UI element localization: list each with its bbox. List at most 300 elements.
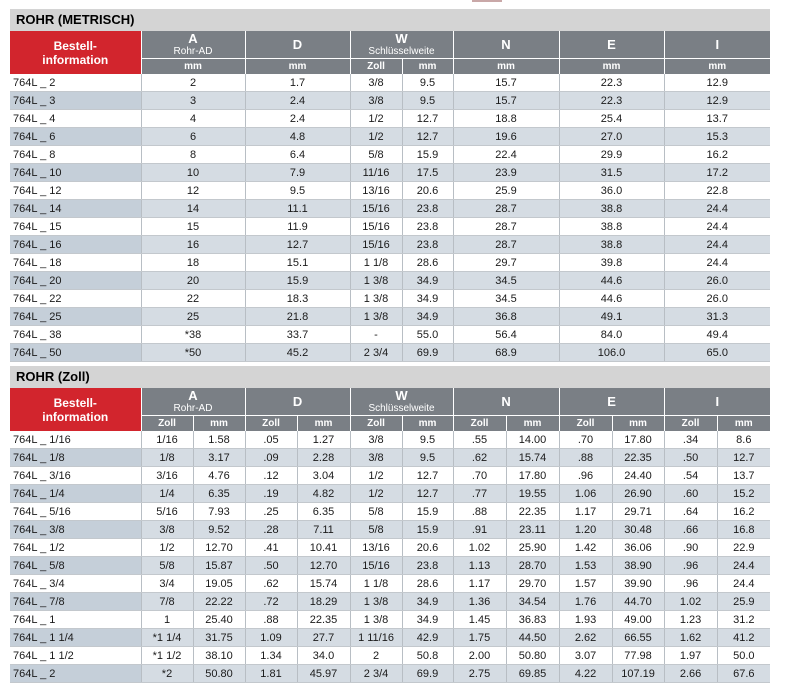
value-cell: 3/4 [141, 575, 193, 593]
table-row [10, 254, 770, 272]
order-code-cell: 764L _ 1 1/4 [10, 629, 141, 647]
value-cell: .72 [245, 593, 297, 611]
value-cell: 1/4 [141, 485, 193, 503]
table-row [10, 74, 770, 92]
value-cell: 106.0 [559, 344, 664, 362]
value-cell: 2.66 [664, 665, 717, 683]
value-cell: 34.9 [402, 611, 453, 629]
order-code-cell: 764L _ 15 [10, 218, 141, 236]
value-cell: 20.6 [402, 539, 453, 557]
value-cell: .55 [453, 431, 506, 449]
value-cell: 34.9 [402, 290, 453, 308]
value-cell: 24.4 [664, 218, 770, 236]
value-cell: 5/8 [350, 503, 402, 521]
value-cell: 15.9 [402, 146, 453, 164]
order-code-cell: 764L _ 3/4 [10, 575, 141, 593]
value-cell: 13.7 [717, 467, 770, 485]
value-cell: 15 [141, 218, 245, 236]
value-cell: 38.8 [559, 236, 664, 254]
value-cell: 2 3/4 [350, 344, 402, 362]
value-cell: 27.0 [559, 128, 664, 146]
value-cell: 2 [141, 74, 245, 92]
table-row [10, 290, 770, 308]
unit-header: Zoll [245, 416, 297, 432]
value-cell: 15.87 [193, 557, 245, 575]
value-cell: 24.4 [664, 200, 770, 218]
value-cell: 3.07 [559, 647, 612, 665]
order-code-cell: 764L _ 16 [10, 236, 141, 254]
table-row [10, 665, 770, 683]
value-cell: 23.8 [402, 557, 453, 575]
value-cell: 28.6 [402, 575, 453, 593]
value-cell: 23.9 [453, 164, 559, 182]
value-cell: 24.4 [717, 557, 770, 575]
value-cell: 3/8 [141, 521, 193, 539]
value-cell: 5/8 [350, 146, 402, 164]
order-code-cell: 764L _ 18 [10, 254, 141, 272]
table-row [10, 272, 770, 290]
value-cell: 28.7 [453, 236, 559, 254]
value-cell: *1 1/2 [141, 647, 193, 665]
value-cell: .70 [559, 431, 612, 449]
table-row [10, 575, 770, 593]
unit-header: mm [506, 416, 559, 432]
value-cell: 1 11/16 [350, 629, 402, 647]
unit-header: Zoll [350, 416, 402, 432]
value-cell: 1.93 [559, 611, 612, 629]
value-cell: 7/8 [141, 593, 193, 611]
value-cell: .64 [664, 503, 717, 521]
section-title-inch: ROHR (Zoll) [10, 366, 770, 388]
table-row [10, 344, 770, 362]
value-cell: 1/2 [350, 128, 402, 146]
value-cell: 1.34 [245, 647, 297, 665]
value-cell: 9.52 [193, 521, 245, 539]
order-code-cell: 764L _ 4 [10, 110, 141, 128]
value-cell: 49.1 [559, 308, 664, 326]
value-cell: 12.9 [664, 74, 770, 92]
value-cell: .88 [245, 611, 297, 629]
value-cell: 15/16 [350, 200, 402, 218]
value-cell: *38 [141, 326, 245, 344]
unit-w-inch: Zoll [350, 59, 402, 75]
value-cell: .62 [245, 575, 297, 593]
value-cell: .28 [245, 521, 297, 539]
value-cell: 4.22 [559, 665, 612, 683]
value-cell: 1 3/8 [350, 290, 402, 308]
value-cell: 22.22 [193, 593, 245, 611]
unit-header: mm [717, 416, 770, 432]
value-cell: 15.2 [717, 485, 770, 503]
value-cell: 29.71 [612, 503, 664, 521]
value-cell: 44.50 [506, 629, 559, 647]
value-cell: 31.3 [664, 308, 770, 326]
order-code-cell: 764L _ 1 1/2 [10, 647, 141, 665]
value-cell: 3/8 [350, 92, 402, 110]
value-cell: 9.5 [245, 182, 350, 200]
value-cell: 66.55 [612, 629, 664, 647]
value-cell: 12.7 [245, 236, 350, 254]
value-cell: 19.05 [193, 575, 245, 593]
value-cell: 12.7 [402, 485, 453, 503]
unit-header: mm [612, 416, 664, 432]
value-cell: 24.40 [612, 467, 664, 485]
col-d-header: D [245, 31, 350, 59]
order-code-cell: 764L _ 5/16 [10, 503, 141, 521]
value-cell: 44.70 [612, 593, 664, 611]
value-cell: .96 [664, 557, 717, 575]
value-cell: 36.83 [506, 611, 559, 629]
value-cell: 36.06 [612, 539, 664, 557]
value-cell: 69.9 [402, 344, 453, 362]
value-cell: 3/8 [350, 449, 402, 467]
order-code-cell: 764L _ 1 [10, 611, 141, 629]
unit-n: mm [453, 59, 559, 75]
value-cell: 1 3/8 [350, 593, 402, 611]
value-cell: 8.6 [717, 431, 770, 449]
value-cell: 2.00 [453, 647, 506, 665]
order-code-cell: 764L _ 22 [10, 290, 141, 308]
value-cell: 17.5 [402, 164, 453, 182]
value-cell: 34.54 [506, 593, 559, 611]
value-cell: 12.7 [402, 128, 453, 146]
unit-header: Zoll [141, 416, 193, 432]
value-cell: 55.0 [402, 326, 453, 344]
unit-d: mm [245, 59, 350, 75]
value-cell: 15.1 [245, 254, 350, 272]
value-cell: 22.3 [559, 74, 664, 92]
value-cell: 22.8 [664, 182, 770, 200]
value-cell: 13/16 [350, 539, 402, 557]
value-cell: 30.48 [612, 521, 664, 539]
value-cell: 17.80 [506, 467, 559, 485]
value-cell: 13.7 [664, 110, 770, 128]
value-cell: .05 [245, 431, 297, 449]
value-cell: 4.8 [245, 128, 350, 146]
value-cell: .09 [245, 449, 297, 467]
col-n-header: N [453, 388, 559, 416]
value-cell: 11.1 [245, 200, 350, 218]
col-i-header: I [664, 31, 770, 59]
value-cell: 28.70 [506, 557, 559, 575]
value-cell: 68.9 [453, 344, 559, 362]
value-cell: .91 [453, 521, 506, 539]
unit-i: mm [664, 59, 770, 75]
value-cell: 22.35 [612, 449, 664, 467]
value-cell: 16 [141, 236, 245, 254]
value-cell: 49.4 [664, 326, 770, 344]
value-cell: 2 [350, 647, 402, 665]
value-cell: 22.9 [717, 539, 770, 557]
value-cell: 8 [141, 146, 245, 164]
table-row [10, 431, 770, 449]
value-cell: 20 [141, 272, 245, 290]
value-cell: .41 [245, 539, 297, 557]
table-row [10, 521, 770, 539]
value-cell: 69.9 [402, 665, 453, 683]
value-cell: 23.11 [506, 521, 559, 539]
table-row [10, 128, 770, 146]
inch-table [10, 388, 770, 683]
inch-table-body [10, 431, 770, 683]
value-cell: 39.8 [559, 254, 664, 272]
inch-section [10, 366, 770, 683]
value-cell: 25 [141, 308, 245, 326]
value-cell: 1/2 [141, 539, 193, 557]
value-cell: 1.7 [245, 74, 350, 92]
value-cell: 1.97 [664, 647, 717, 665]
value-cell: 38.10 [193, 647, 245, 665]
order-code-cell: 764L _ 1/2 [10, 539, 141, 557]
value-cell: .77 [453, 485, 506, 503]
value-cell: 12.7 [402, 467, 453, 485]
value-cell: 50.0 [717, 647, 770, 665]
value-cell: 11/16 [350, 164, 402, 182]
value-cell: 39.90 [612, 575, 664, 593]
table-row [10, 218, 770, 236]
value-cell: 15.74 [506, 449, 559, 467]
value-cell: 22.35 [506, 503, 559, 521]
value-cell: 21.8 [245, 308, 350, 326]
order-info-header: Bestell- information [10, 31, 141, 74]
order-code-cell: 764L _ 3/16 [10, 467, 141, 485]
order-code-cell: 764L _ 50 [10, 344, 141, 362]
value-cell: 7.93 [193, 503, 245, 521]
order-info-header: Bestell- information [10, 388, 141, 431]
value-cell: 31.2 [717, 611, 770, 629]
value-cell: 12 [141, 182, 245, 200]
value-cell: 41.2 [717, 629, 770, 647]
value-cell: .88 [453, 503, 506, 521]
value-cell: 1.23 [664, 611, 717, 629]
unit-a: mm [141, 59, 245, 75]
table-row [10, 92, 770, 110]
value-cell: 26.0 [664, 290, 770, 308]
value-cell: 1 3/8 [350, 272, 402, 290]
unit-w-mm: mm [402, 59, 453, 75]
value-cell: 2.4 [245, 110, 350, 128]
table-row [10, 611, 770, 629]
value-cell: 7.11 [297, 521, 350, 539]
value-cell: 11.9 [245, 218, 350, 236]
value-cell: 24.4 [717, 575, 770, 593]
value-cell: 9.5 [402, 431, 453, 449]
value-cell: 14 [141, 200, 245, 218]
value-cell: 1.45 [453, 611, 506, 629]
value-cell: 45.97 [297, 665, 350, 683]
value-cell: 38.8 [559, 218, 664, 236]
col-n-header: N [453, 31, 559, 59]
unit-header: mm [193, 416, 245, 432]
value-cell: 49.00 [612, 611, 664, 629]
value-cell: 36.0 [559, 182, 664, 200]
value-cell: 67.6 [717, 665, 770, 683]
value-cell: 2.62 [559, 629, 612, 647]
value-cell: 6.35 [193, 485, 245, 503]
value-cell: .50 [664, 449, 717, 467]
value-cell: 16.2 [664, 146, 770, 164]
col-w-header: W Schlüsselweite [350, 31, 453, 59]
value-cell: 22.3 [559, 92, 664, 110]
value-cell: 1 [141, 611, 193, 629]
value-cell: 107.19 [612, 665, 664, 683]
value-cell: 3/16 [141, 467, 193, 485]
value-cell: 1.02 [664, 593, 717, 611]
value-cell: 5/8 [350, 521, 402, 539]
value-cell: 2.28 [297, 449, 350, 467]
col-i-header: I [664, 388, 770, 416]
value-cell: 18 [141, 254, 245, 272]
table-row [10, 308, 770, 326]
order-code-cell: 764L _ 1/4 [10, 485, 141, 503]
col-d-header: D [245, 388, 350, 416]
value-cell: 20.6 [402, 182, 453, 200]
value-cell: 3 [141, 92, 245, 110]
value-cell: .25 [245, 503, 297, 521]
value-cell: .66 [664, 521, 717, 539]
value-cell: 12.7 [717, 449, 770, 467]
table-row [10, 467, 770, 485]
value-cell: 1.13 [453, 557, 506, 575]
value-cell: 34.9 [402, 272, 453, 290]
value-cell: 29.7 [453, 254, 559, 272]
value-cell: 38.90 [612, 557, 664, 575]
value-cell: 16.2 [717, 503, 770, 521]
order-code-cell: 764L _ 25 [10, 308, 141, 326]
value-cell: 14.00 [506, 431, 559, 449]
value-cell: 69.85 [506, 665, 559, 683]
value-cell: 12.70 [193, 539, 245, 557]
value-cell: 22 [141, 290, 245, 308]
value-cell: 15.74 [297, 575, 350, 593]
value-cell: 1 3/8 [350, 611, 402, 629]
value-cell: 15/16 [350, 218, 402, 236]
order-code-cell: 764L _ 6 [10, 128, 141, 146]
value-cell: 65.0 [664, 344, 770, 362]
unit-header: Zoll [664, 416, 717, 432]
value-cell: 19.55 [506, 485, 559, 503]
value-cell: .70 [453, 467, 506, 485]
value-cell: 15.9 [402, 503, 453, 521]
value-cell: 4 [141, 110, 245, 128]
order-code-cell: 764L _ 2 [10, 665, 141, 683]
value-cell: 23.8 [402, 236, 453, 254]
value-cell: 1.09 [245, 629, 297, 647]
value-cell: 9.5 [402, 74, 453, 92]
order-code-cell: 764L _ 20 [10, 272, 141, 290]
value-cell: 1/2 [350, 485, 402, 503]
order-code-cell: 764L _ 7/8 [10, 593, 141, 611]
order-code-cell: 764L _ 12 [10, 182, 141, 200]
value-cell: 15.9 [402, 521, 453, 539]
value-cell: 2 3/4 [350, 665, 402, 683]
value-cell: 17.80 [612, 431, 664, 449]
value-cell: .54 [664, 467, 717, 485]
order-code-cell: 764L _ 14 [10, 200, 141, 218]
order-code-cell: 764L _ 3 [10, 92, 141, 110]
value-cell: *50 [141, 344, 245, 362]
value-cell: .34 [664, 431, 717, 449]
unit-e: mm [559, 59, 664, 75]
value-cell: 1 3/8 [350, 308, 402, 326]
value-cell: 25.4 [559, 110, 664, 128]
value-cell: 1.02 [453, 539, 506, 557]
order-code-cell: 764L _ 10 [10, 164, 141, 182]
value-cell: 1 1/8 [350, 254, 402, 272]
value-cell: 12.7 [402, 110, 453, 128]
value-cell: 25.40 [193, 611, 245, 629]
value-cell: 6 [141, 128, 245, 146]
value-cell: 77.98 [612, 647, 664, 665]
col-e-header: E [559, 31, 664, 59]
order-code-cell: 764L _ 3/8 [10, 521, 141, 539]
value-cell: 15.7 [453, 74, 559, 92]
value-cell: .96 [664, 575, 717, 593]
table-row [10, 236, 770, 254]
value-cell: 5/16 [141, 503, 193, 521]
order-code-cell: 764L _ 1/8 [10, 449, 141, 467]
value-cell: 3/8 [350, 74, 402, 92]
value-cell: 2.4 [245, 92, 350, 110]
value-cell: .88 [559, 449, 612, 467]
value-cell: 28.6 [402, 254, 453, 272]
unit-header: mm [297, 416, 350, 432]
value-cell: 15.3 [664, 128, 770, 146]
order-code-cell: 764L _ 2 [10, 74, 141, 92]
table-row [10, 593, 770, 611]
value-cell: 6.4 [245, 146, 350, 164]
value-cell: 31.5 [559, 164, 664, 182]
value-cell: 7.9 [245, 164, 350, 182]
value-cell: 1/2 [350, 110, 402, 128]
value-cell: 34.5 [453, 290, 559, 308]
value-cell: 50.80 [506, 647, 559, 665]
value-cell: 18.29 [297, 593, 350, 611]
table-row [10, 146, 770, 164]
value-cell: 9.5 [402, 449, 453, 467]
value-cell: 1.58 [193, 431, 245, 449]
value-cell: 1/16 [141, 431, 193, 449]
table-row [10, 557, 770, 575]
order-code-cell: 764L _ 8 [10, 146, 141, 164]
value-cell: 6.35 [297, 503, 350, 521]
value-cell: 29.70 [506, 575, 559, 593]
value-cell: 84.0 [559, 326, 664, 344]
value-cell: 25.9 [717, 593, 770, 611]
value-cell: 24.4 [664, 254, 770, 272]
value-cell: 1.36 [453, 593, 506, 611]
value-cell: .19 [245, 485, 297, 503]
value-cell: .90 [664, 539, 717, 557]
value-cell: 50.8 [402, 647, 453, 665]
value-cell: 13/16 [350, 182, 402, 200]
value-cell: 18.8 [453, 110, 559, 128]
value-cell: 34.9 [402, 593, 453, 611]
value-cell: 10 [141, 164, 245, 182]
value-cell: 50.80 [193, 665, 245, 683]
order-code-cell: 764L _ 1/16 [10, 431, 141, 449]
value-cell: 4.76 [193, 467, 245, 485]
value-cell: 15/16 [350, 557, 402, 575]
value-cell: 22.4 [453, 146, 559, 164]
col-w-header: W Schlüsselweite [350, 388, 453, 416]
col-e-header: E [559, 388, 664, 416]
table-row [10, 647, 770, 665]
order-code-cell: 764L _ 5/8 [10, 557, 141, 575]
value-cell: 1.57 [559, 575, 612, 593]
unit-header: Zoll [559, 416, 612, 432]
value-cell: 44.6 [559, 290, 664, 308]
